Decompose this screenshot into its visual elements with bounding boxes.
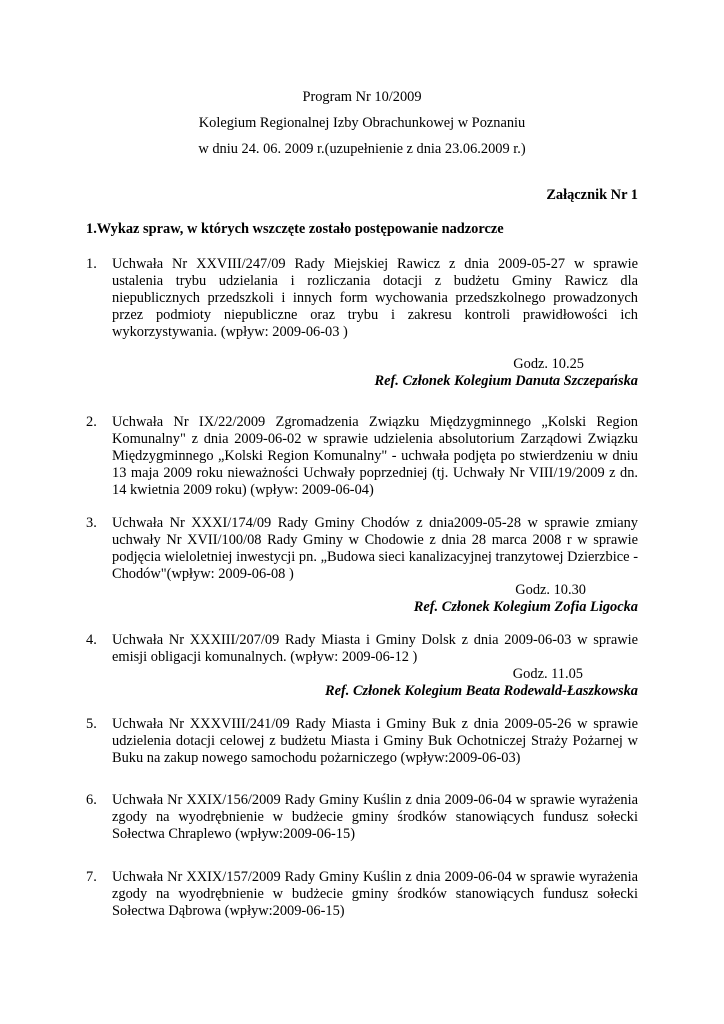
item-ref: Ref. Członek Kolegium Danuta Szczepańska — [374, 373, 638, 389]
item-number: 5. — [86, 716, 97, 732]
item-text: Uchwała Nr XXXI/174/09 Rady Gminy Chodów z dnia2009-05-28 w sprawie zmiany uchwały Nr XVII/100/08 Rady Gminy w Chodowie z dnia 28 marca 2008 r w sprawie podjęcia wieloletniej inwestycji pn. „Budowa sieci kanalizacyjnej tranzytowej Dzierzbice - Chodów"(wpływ: 2009-06-08 ) — [112, 515, 638, 582]
item-number: 7. — [86, 869, 97, 885]
item-text: Uchwała Nr IX/22/2009 Zgromadzenia Związku Międzygminnego „Kolski Region Komunalny" z dnia 2009-06-02 w sprawie udzielenia absolutorium Zarządowi Związku Międzygminnego „Kolski Region Komunalny" - uchwała podjęta po stwierdzeniu w dniu 13 maja 2009 roku nieważności Uchwały poprzedniej (tj. Uchwały Nr VIII/19/2009 z dn. 14 kwietnia 2009 roku) (wpływ: 2009-06-04) — [112, 414, 638, 498]
list-item — [86, 515, 638, 583]
section-title: 1.Wykaz spraw, w których wszczęte zostało postępowanie nadzorcze — [86, 221, 504, 237]
item-number: 3. — [86, 515, 97, 531]
item-text: Uchwała Nr XXXIII/207/09 Rady Miasta i Gminy Dolsk z dnia 2009-06-03 w sprawie emisji obligacji komunalnych. (wpływ: 2009-06-12 ) — [112, 632, 638, 665]
item-number: 6. — [86, 792, 97, 808]
item-text: Uchwała Nr XXIX/157/2009 Rady Gminy Kuślin z dnia 2009-06-04 w sprawie wyrażenia zgody na wyodrębnienie w budżecie gminy środków stanowiących fundusz sołecki Sołectwa Dąbrowa (wpływ:2009-06-15) — [112, 869, 638, 919]
list-item — [86, 869, 638, 920]
item-time: Godz. 11.05 — [512, 666, 583, 682]
list-item — [86, 716, 638, 767]
program-title: Program Nr 10/2009 — [302, 89, 422, 105]
attachment-label: Załącznik Nr 1 — [546, 187, 638, 203]
item-number: 4. — [86, 632, 97, 648]
item-time: Godz. 10.25 — [513, 356, 584, 372]
item-text: Uchwała Nr XXIX/156/2009 Rady Gminy Kuślin z dnia 2009-06-04 w sprawie wyrażenia zgody na wyodrębnienie w budżecie gminy środków stanowiących fundusz sołecki Sołectwa Chraplewo (wpływ:2009-06-15) — [112, 792, 638, 842]
college-name: Kolegium Regionalnej Izby Obrachunkowej w Poznaniu — [198, 115, 526, 131]
list-item — [86, 256, 638, 341]
item-text: Uchwała Nr XXXVIII/241/09 Rady Miasta i Gminy Buk z dnia 2009-05-26 w sprawie udzielenia dotacji celowej z budżetu Miasta i Gminy Buk Ochotniczej Straży Pożarnej w Buku na zakup nowego samochodu pożarniczego (wpływ:2009-06-03) — [112, 716, 638, 766]
item-time: Godz. 10.30 — [515, 582, 586, 598]
item-number: 2. — [86, 414, 97, 430]
item-ref: Ref. Członek Kolegium Beata Rodewald-Łaszkowska — [324, 683, 638, 699]
item-ref: Ref. Członek Kolegium Zofia Ligocka — [413, 599, 638, 615]
item-text: Uchwała Nr XXVIII/247/09 Rady Miejskiej Rawicz z dnia 2009-05-27 w sprawie ustalenia trybu udzielania i rozliczania dotacji z budżetu Gminy Rawicz dla niepublicznych przedszkoli i innych form wychowania przedszkolnego prowadzonych przez podmioty niepubliczne oraz trybu i zakresu kontroli prawidłowości ich wykorzystywania. (wpływ: 2009-06-03 ) — [112, 256, 638, 340]
list-item — [86, 792, 638, 843]
session-date: w dniu 24. 06. 2009 r.(uzupełnienie z dnia 23.06.2009 r.) — [198, 141, 526, 157]
list-item — [86, 632, 638, 666]
item-number: 1. — [86, 256, 97, 272]
list-item — [86, 414, 638, 499]
